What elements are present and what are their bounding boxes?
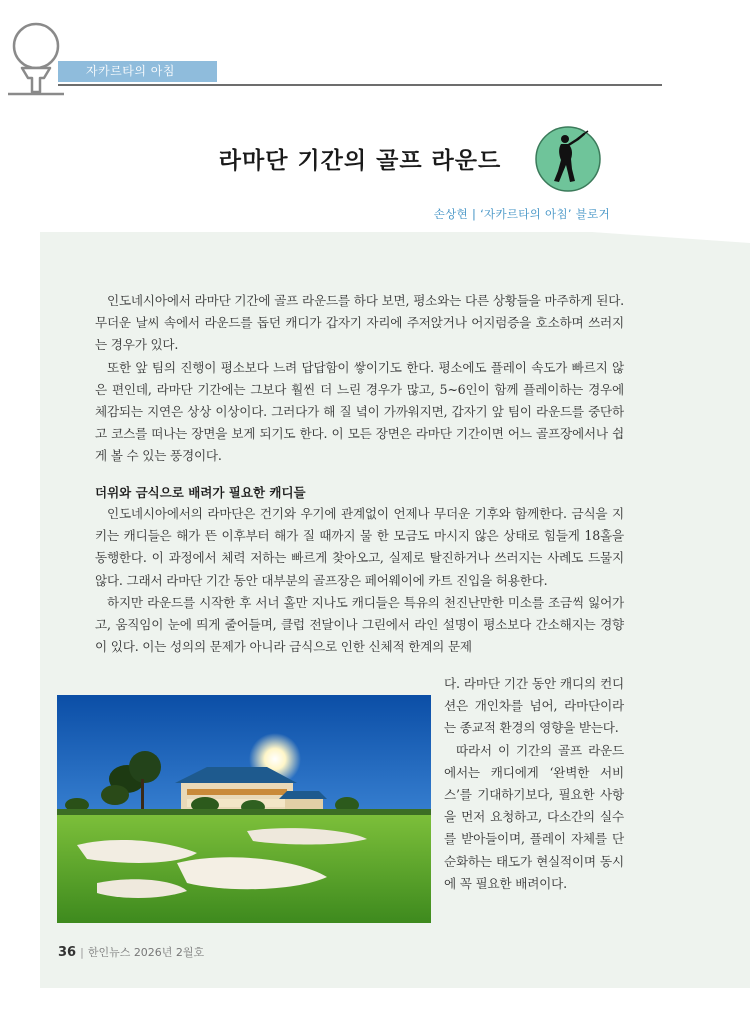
paragraph: 인도네시아에서의 라마단은 건기와 우기에 관계없이 언제나 무더운 기후와 함께한다. 금식을 지키는 캐디들은 해가 뜬 이후부터 해가 질 때까지 물 한 모금도 마시지 않은 상태로 힘들게 18홀을 동행한다. 이 과정에서 체력 저하는 빠르게 찾아오고, 실제로 탈진하거나 쓰러지는 사례도 드물지 않다. 그래서 라마단 기간 동안 대부분의 골프장은 페어웨이에 카트 진입을 허용한다. (95, 506, 624, 588)
mid-text (95, 503, 624, 658)
intro-text (95, 290, 624, 468)
page-footer (58, 944, 204, 960)
paragraph: 또한 앞 팀의 진행이 평소보다 느려 답답함이 쌓이기도 한다. 평소에도 플레이 속도가 빠르지 않은 편인데, 라마단 기간에는 그보다 훨씬 더 느린 경우가 많고, 5~6인이 함께 플레이하는 경우에 체감되는 지연은 상상 이상이다. 그러다가 해 질 녘이 가까워지면, 갑자기 앞 팀이 라운드를 중단하고 코스를 떠나는 장면을 보게 되기도 한다. 이 모든 장면은 라마단 기간이면 어느 골프장에서나 쉽게 볼 수 있는 풍경이다. (95, 359, 624, 464)
header-divider (58, 84, 662, 86)
side-text (444, 673, 624, 895)
paragraph: 따라서 이 기간의 골프 라운드에서는 캐디에게 ‘완벽한 서비스’를 기대하기보다, 필요한 사항을 먼저 요청하고, 다소간의 실수를 받아들이며, 플레이 자체를 단순화하는 태도가 현실적이며 동시에 꼭 필요한 배려이다. (444, 742, 624, 891)
paragraph: 하지만 라운드를 시작한 후 서너 홀만 지나도 캐디들은 특유의 천진난만한 미소를 조금씩 잃어가고, 움직임이 눈에 띄게 줄어들며, 클럽 전달이나 그린에서 라인 설명이 평소보다 간소해지는 경향이 있다. 이는 성의의 문제가 아니라 금식으로 인한 신체적 한계의 문제 (95, 594, 624, 655)
section-label: 자카르타의 아침 (58, 61, 217, 82)
paragraph: 다. 라마단 기간 동안 캐디의 컨디션은 개인차를 넘어, 라마단이라는 종교적 환경의 영향을 받는다. (444, 676, 624, 736)
footer-separator: | (80, 946, 84, 959)
golfer-silhouette-icon (534, 125, 602, 193)
article-title: 라마단 기간의 골프 라운드 (218, 148, 502, 174)
page-number: 36 (58, 945, 77, 960)
publication-name: 한인뉴스 2026년 2월호 (87, 946, 205, 959)
paragraph: 인도네시아에서 라마단 기간에 골프 라운드를 하다 보면, 평소와는 다른 상황들을 마주하게 된다. 무더운 날씨 속에서 라운드를 돕던 캐디가 갑자기 자리에 주저앉거나 어지럼증을 호소하며 쓰러지는 경우가 있다. (95, 293, 624, 353)
byline: 손상현 | ‘자카르타의 아침’ 블로거 (433, 207, 610, 221)
subheading: 더위와 금식으로 배려가 필요한 캐디들 (95, 485, 306, 500)
golf-ball-on-tee-icon (6, 22, 66, 96)
golf-course-photo (57, 695, 431, 923)
